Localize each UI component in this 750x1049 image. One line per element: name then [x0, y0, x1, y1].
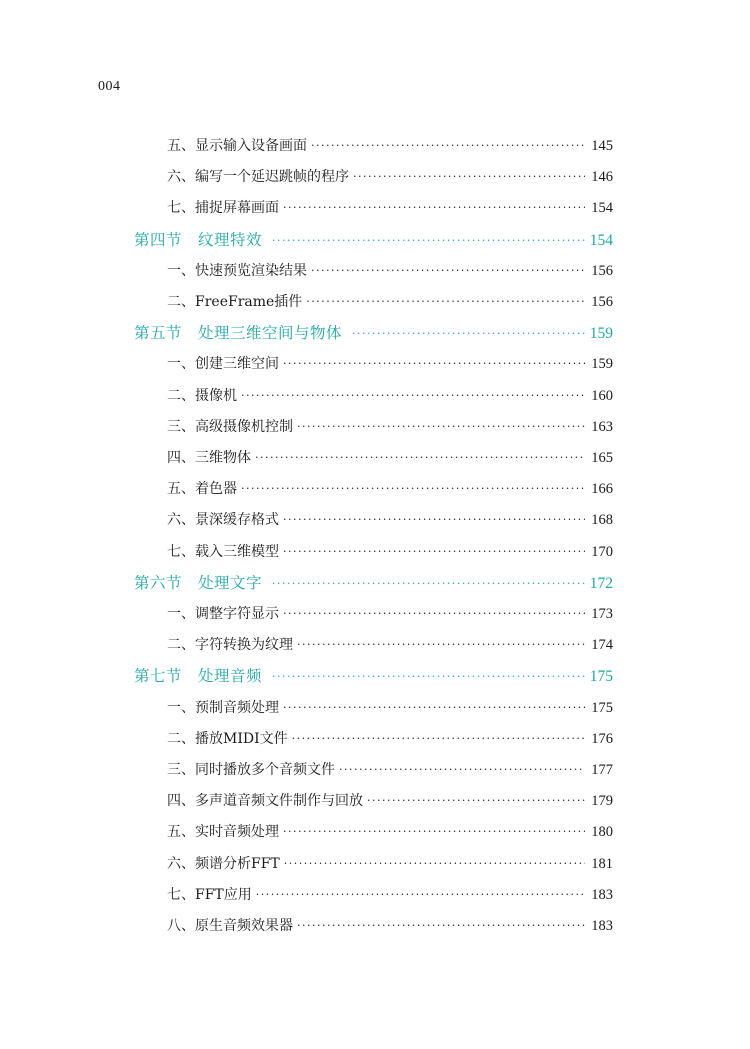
toc-page-number: 181	[591, 855, 613, 872]
dot-leader	[283, 820, 585, 844]
toc-entry-title: 二、播放MIDI文件	[167, 730, 288, 747]
toc-section-heading	[134, 321, 342, 345]
dot-leader	[241, 384, 585, 408]
toc-section-label: 第四节	[134, 230, 183, 249]
toc-page-number: 163	[591, 418, 613, 435]
toc-entry-title: 一、预制音频处理	[167, 699, 279, 716]
toc-page-number: 168	[591, 512, 613, 529]
toc-entry[interactable]	[167, 789, 613, 813]
toc-page-number: 156	[591, 294, 613, 310]
toc-entry-title: 二、摄像机	[167, 387, 237, 404]
toc-entry[interactable]	[167, 758, 613, 782]
toc-entry-title: 六、频谱分析FFT	[167, 855, 280, 872]
toc-page-number: 165	[591, 450, 613, 466]
dot-leader	[367, 789, 585, 813]
toc-page-number: 177	[591, 762, 613, 778]
toc-entry[interactable]	[167, 602, 613, 626]
toc-entry-title: 二、字符转换为纹理	[167, 637, 293, 654]
toc-page-number: 145	[591, 138, 613, 154]
toc-page-number: 156	[591, 262, 613, 279]
toc-entry[interactable]	[167, 415, 613, 439]
toc-page-number: 154	[589, 231, 613, 249]
toc-entry-title: 二、FreeFrame插件	[167, 294, 303, 310]
page-number: 004	[98, 79, 121, 94]
toc-entry-title: 七、载入三维模型	[167, 543, 279, 560]
toc-page-number: 159	[589, 325, 613, 343]
dot-leader	[283, 508, 585, 532]
toc-entry-title: 五、着色器	[167, 481, 237, 498]
dot-leader	[311, 134, 585, 158]
toc-page-number: 180	[591, 824, 613, 841]
toc-page-number: 166	[591, 481, 613, 498]
toc-section-entry[interactable]	[134, 321, 613, 345]
toc-entry-title: 八、原生音频效果器	[167, 918, 293, 934]
toc-section-heading	[134, 228, 262, 252]
dot-leader	[272, 229, 588, 253]
toc-page-number: 183	[591, 918, 613, 934]
toc-entry[interactable]	[167, 696, 613, 720]
dot-leader	[283, 602, 585, 626]
toc-section-label: 第六节	[134, 573, 183, 592]
toc-page-number: 179	[591, 793, 613, 810]
toc-entry-title: 七、捕捉屏幕画面	[167, 200, 279, 217]
toc-entry-title: 六、编写一个延迟跳帧的程序	[167, 169, 349, 186]
toc-page-number: 154	[591, 200, 613, 217]
toc-entry[interactable]	[167, 446, 613, 470]
dot-leader	[272, 665, 588, 689]
dot-leader	[311, 259, 585, 283]
toc-entry[interactable]	[167, 820, 613, 844]
toc-section-heading	[134, 664, 262, 688]
dot-leader	[297, 415, 585, 439]
toc-entry-title: 五、显示输入设备画面	[167, 138, 307, 154]
toc-page-number: 176	[591, 730, 613, 747]
toc-section-label: 第五节	[134, 324, 183, 343]
toc-entry[interactable]	[167, 727, 613, 751]
dot-leader	[283, 696, 585, 720]
toc-entry[interactable]	[167, 540, 613, 564]
toc-entry[interactable]	[167, 508, 613, 532]
toc-entry-title: 一、创建三维空间	[167, 356, 279, 373]
toc-section-entry[interactable]	[134, 228, 613, 252]
dot-leader	[353, 165, 585, 189]
toc-section-label: 第七节	[134, 667, 183, 686]
toc-entry-title: 四、多声道音频文件制作与回放	[167, 793, 363, 810]
toc-entry-title: 一、快速预览渲染结果	[167, 262, 307, 279]
dot-leader	[283, 540, 585, 564]
toc-section-title: 纹理特效	[198, 230, 263, 249]
toc-entry-title: 三、同时播放多个音频文件	[167, 762, 335, 778]
dot-leader	[256, 883, 585, 907]
toc-entry-title: 三、高级摄像机控制	[167, 418, 293, 435]
toc-page-number: 172	[589, 574, 613, 592]
toc-page-number: 183	[591, 886, 613, 903]
dot-leader	[297, 914, 585, 938]
toc-section-title: 处理三维空间与物体	[198, 324, 343, 343]
toc-entry[interactable]	[167, 914, 613, 938]
toc-entry-title: 七、FFT应用	[167, 886, 252, 903]
dot-leader	[283, 352, 585, 376]
toc-entry[interactable]	[167, 165, 613, 189]
toc-page-number: 175	[591, 699, 613, 716]
toc-page-number: 160	[591, 387, 613, 404]
toc-entry[interactable]	[167, 883, 613, 907]
dot-leader	[292, 727, 586, 751]
dot-leader	[255, 446, 585, 470]
dot-leader	[339, 758, 585, 782]
dot-leader	[241, 477, 585, 501]
toc-page-number: 175	[589, 668, 613, 686]
toc-section-entry[interactable]	[134, 664, 613, 688]
dot-leader	[284, 852, 585, 876]
dot-leader	[272, 572, 588, 596]
dot-leader	[306, 290, 585, 314]
toc-page-number: 174	[591, 637, 613, 654]
toc-section-title: 处理音频	[198, 667, 263, 686]
toc-page-number: 173	[591, 606, 613, 622]
toc-entry[interactable]	[167, 352, 613, 376]
toc-entry-title: 五、实时音频处理	[167, 824, 279, 841]
toc-entry[interactable]	[167, 134, 613, 158]
toc-page-number: 170	[591, 543, 613, 560]
toc-entry-title: 四、三维物体	[167, 450, 251, 466]
toc-entry-title: 一、调整字符显示	[167, 606, 279, 622]
toc-page-number: 146	[591, 169, 613, 186]
toc-entry[interactable]	[167, 477, 613, 501]
toc-page-number: 159	[591, 356, 613, 373]
toc-entry[interactable]	[167, 259, 613, 283]
toc-section-title: 处理文字	[198, 573, 263, 592]
toc-entry[interactable]	[167, 633, 613, 657]
toc-entry[interactable]	[167, 852, 613, 876]
toc-section-entry[interactable]	[134, 571, 613, 595]
toc-entry-title: 六、景深缓存格式	[167, 512, 279, 529]
toc-section-heading	[134, 571, 262, 595]
toc-entry[interactable]	[167, 290, 613, 314]
dot-leader	[352, 322, 588, 346]
dot-leader	[297, 633, 585, 657]
toc-entry[interactable]	[167, 196, 613, 220]
toc-entry[interactable]	[167, 384, 613, 408]
dot-leader	[283, 196, 585, 220]
